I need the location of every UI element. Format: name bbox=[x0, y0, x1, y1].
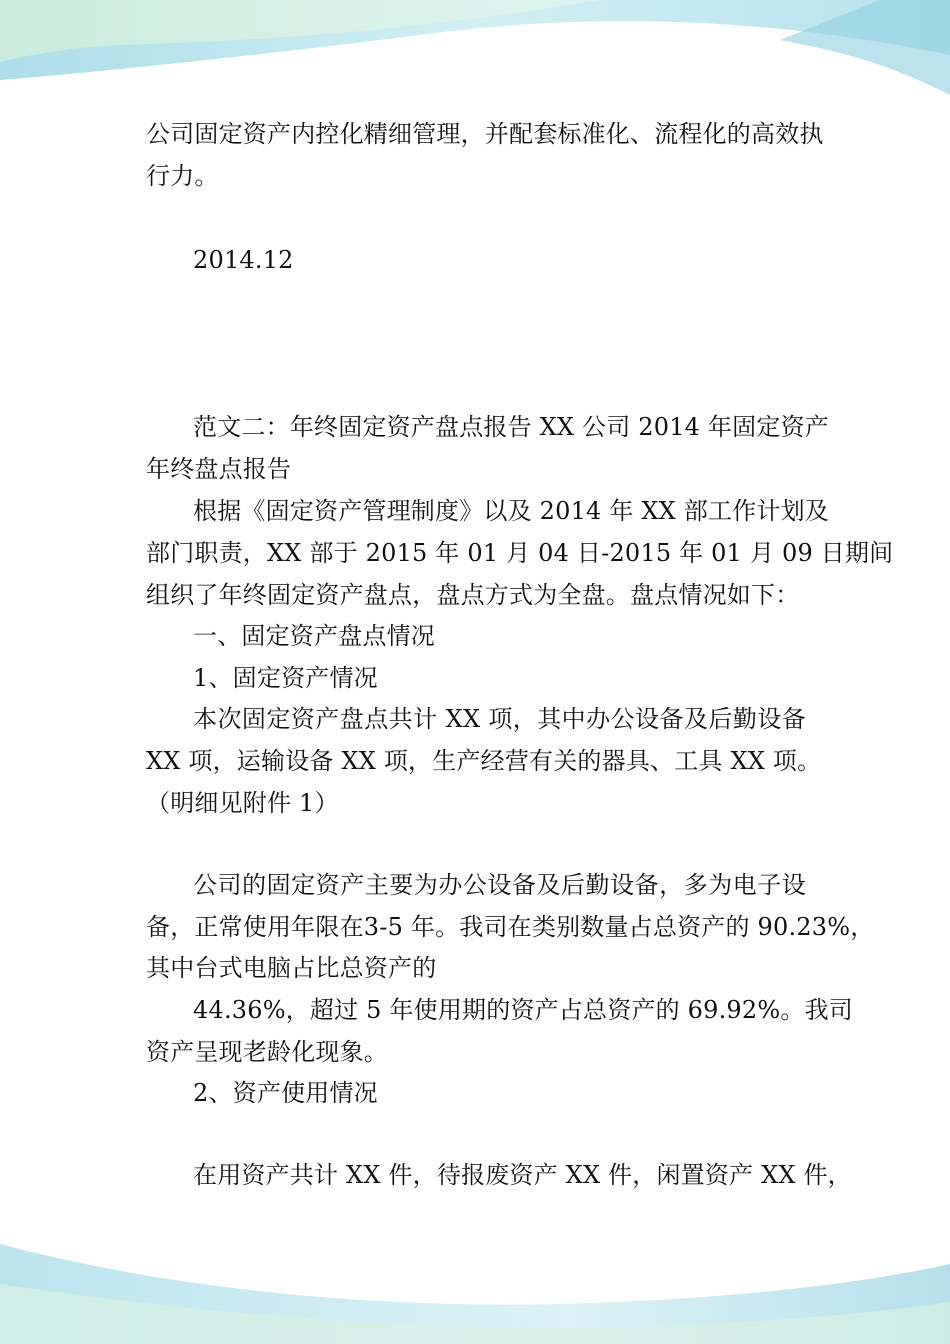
paragraph-line: 44.36%，超过 5 年使用期的资产占总资产的 69.92%。我司 bbox=[193, 996, 853, 1024]
paragraph-line: 备，正常使用年限在3-5 年。我司在类别数量占总资产的 90.23%， bbox=[146, 913, 875, 941]
section-heading: 范文二：年终固定资产盘点报告 XX 公司 2014 年固定资产 bbox=[193, 413, 829, 441]
paragraph-line: 根据《固定资产管理制度》以及 2014 年 XX 部工作计划及 bbox=[193, 497, 829, 525]
section-heading-continued: 年终盘点报告 bbox=[146, 455, 292, 483]
paragraph-line: 部门职责，XX 部于 2015 年 01 月 04 日-2015 年 01 月 09 日期间 bbox=[146, 539, 894, 567]
paragraph-line: XX 项，运输设备 XX 项，生产经营有关的器具、工具 XX 项。 bbox=[146, 747, 822, 775]
paragraph-line: 公司的固定资产主要为办公设备及后勤设备，多为电子设 bbox=[193, 871, 806, 899]
paragraph-line: 其中台式电脑占比总资产的 bbox=[146, 954, 437, 982]
date-line: 2014.12 bbox=[193, 246, 294, 274]
subheading-2: 2、资产使用情况 bbox=[193, 1079, 378, 1107]
paragraph-line: 行力。 bbox=[146, 162, 219, 190]
subheading-1-1: 1、固定资产情况 bbox=[193, 664, 378, 692]
paragraph-line: 组织了年终固定资产盘点，盘点方式为全盘。盘点情况如下： bbox=[146, 581, 800, 609]
subheading-1: 一、固定资产盘点情况 bbox=[193, 622, 435, 650]
paragraph-line: 资产呈现老龄化现象。 bbox=[146, 1038, 388, 1066]
paragraph-line: 在用资产共计 XX 件，待报废资产 XX 件，闲置资产 XX 件， bbox=[193, 1161, 852, 1189]
paragraph-line: 本次固定资产盘点共计 XX 项，其中办公设备及后勤设备 bbox=[193, 705, 806, 733]
paragraph-line: 公司固定资产内控化精细管理，并配套标准化、流程化的高效执 bbox=[146, 120, 824, 148]
paragraph-line: （明细见附件 1） bbox=[146, 789, 339, 817]
